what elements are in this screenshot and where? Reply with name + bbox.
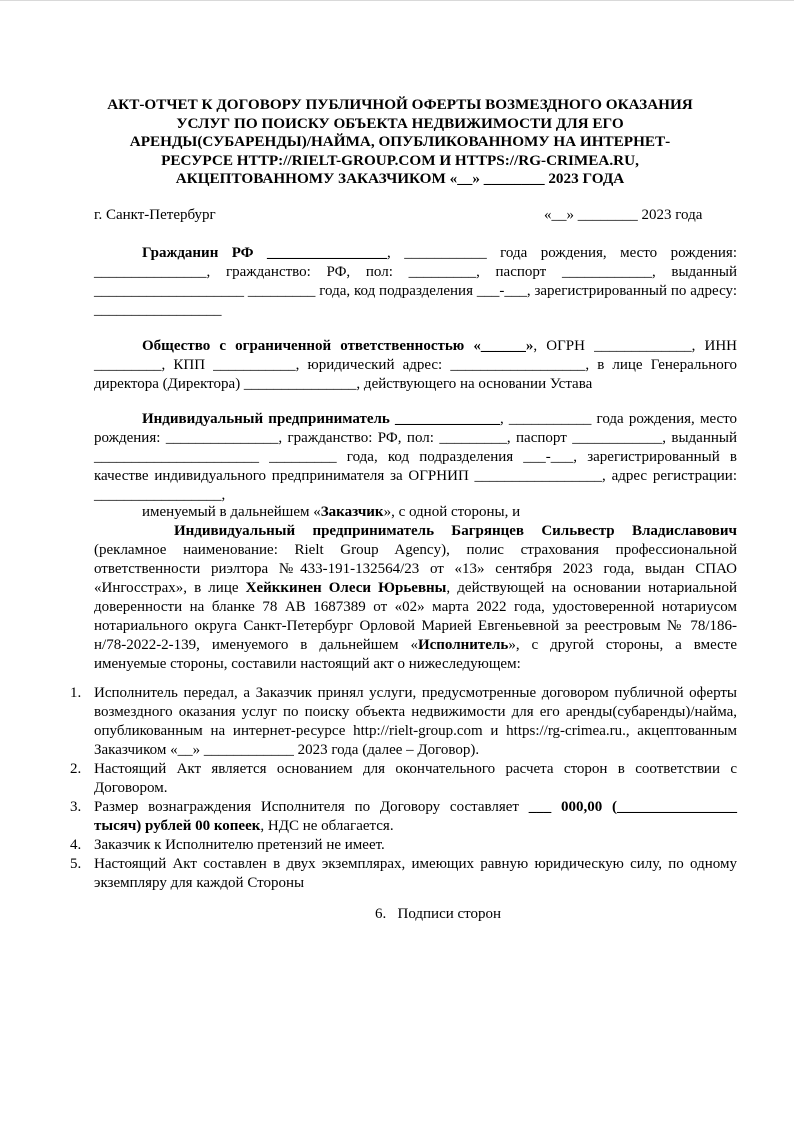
entrepreneur-text: , ___________ года рождения, место рождения: _______________, гражданство: РФ, пол: _________, паспорт ____________, выданный ______________________ _________ года, код подразделения ___-___, зарегистрированный в качестве индивидуального предпринимателя за ОГРНИП _________________, адрес регистрации: _________________, [94,411,737,503]
act-items [70,684,738,893]
executor-text-2: , действующей на основании нотариальной доверенности на бланке 78 АВ 1687389 от «02» марта 2022 года, удостоверенной нотариусом нотариального округа Санкт-Петербург Орловой Марией Евгеньевной за реестровым № 78/186-н/78-2022-2-139, именуемого в дальнейшем « [94,580,737,653]
document-date: «__» ________ 2023 года [544,207,703,223]
signatures-heading: 6. Подписи сторон [375,906,502,922]
company-text: , ОГРН _____________, ИНН _________, КПП ___________, юридический адрес: __________________, в лице Генерального директора (Директора) _______________, действующего на основании Устава [94,338,737,392]
customer-line-post: », с одной стороны, и [383,504,521,520]
item-number: 5. [70,856,82,872]
item-text: Настоящий Акт является основанием для окончательного расчета сторон в соответствии с Договором. [94,761,737,796]
executor-text-3: », с другой стороны, а вместе именуемые стороны, составили настоящий акт о нижеследующем: [94,637,738,672]
item-number: 4. [70,837,82,853]
list-item [70,836,737,855]
company-paragraph [94,337,737,394]
list-item [70,684,737,760]
item-number: 1. [70,685,82,701]
item-text: Исполнитель передал, а Заказчик принял услуги, предусмотренные договором публичной оферты возмездного оказания услуг по поиску объекта недвижимости для его аренды(субаренды)/найма, опубликованным на интернет-ресурсе http://rielt-group.com и https://rg-crimea.ru., акцептованным Заказчиком «__» ____________ 2023 года (далее – Договор). [94,685,737,758]
city: г. Санкт-Петербург [94,207,216,223]
company-label: Общество с ограниченной ответственностью «______» [142,338,534,354]
item-text: Заказчик к Исполнителю претензий не имеет. [94,837,385,853]
list-item [70,798,738,836]
customer-role: Заказчик [320,504,384,520]
entrepreneur-paragraph [94,410,737,505]
executor-name: Индивидуальный предприниматель Багрянцев Сильвестр Владиславович [174,523,737,539]
executor-text-1: (рекламное наименование: Rielt Group Agency), полис страхования профессиональной ответственности риэлтора №433-191-132564/23 от «13» сентября 2023 года, выдан СПАО «Ингосстрах», в лице [94,542,737,596]
list-item [70,760,737,798]
item-text-post: , НДС не облагается. [260,818,394,834]
executor-representative: Хейккинен Олеси Юрьевны [245,580,447,596]
citizen-paragraph [94,244,737,320]
item-text: Настоящий Акт составлен в двух экземплярах, имеющих равную юридическую силу, по одному экземпляру для каждой Стороны [94,856,737,891]
customer-line-pre: именуемый в дальнейшем « [142,504,321,520]
executor-role: Исполнитель [417,637,509,653]
reward-amount: ___ 000,00 (________________ тысяч) рублей 00 копеек [94,799,738,834]
item-text: Размер вознаграждения Исполнителя по Договору составляет [94,799,529,815]
citizen-text: , ___________ года рождения, место рождения: _______________, гражданство: РФ, пол: _________, паспорт ____________, выданный ____________________ _________ года, код подразделения ___-___, зарегистрированный по адресу: _________________ [94,245,737,318]
customer-line [142,503,520,522]
item-number: 2. [70,761,82,777]
entrepreneur-label: Индивидуальный предприниматель ______________ [142,411,500,427]
list-item [70,855,737,893]
citizen-label: Гражданин РФ ________________ [142,245,387,261]
item-number: 3. [70,799,82,815]
executor-paragraph [94,522,737,674]
document-title: АКТ-ОТЧЕТ К ДОГОВОРУ ПУБЛИЧНОЙ ОФЕРТЫ ВОЗМЕЗДНОГО ОКАЗАНИЯ УСЛУГ ПО ПОИСКУ ОБЪЕКТА НЕДВИЖИМОСТИ ДЛЯ ЕГО АРЕНДЫ(СУБАРЕНДЫ)/НАЙМА, ОПУБЛИКОВАННОМУ НА ИНТЕРНЕТ-РЕСУРСЕ HTTP://RIELT-GROUP.COM И HTTPS://RG-CRIMEA.RU, АКЦЕПТОВАННОМУ ЗАКАЗЧИКОМ «__» ________ 2023 ГОДА [107,96,693,187]
